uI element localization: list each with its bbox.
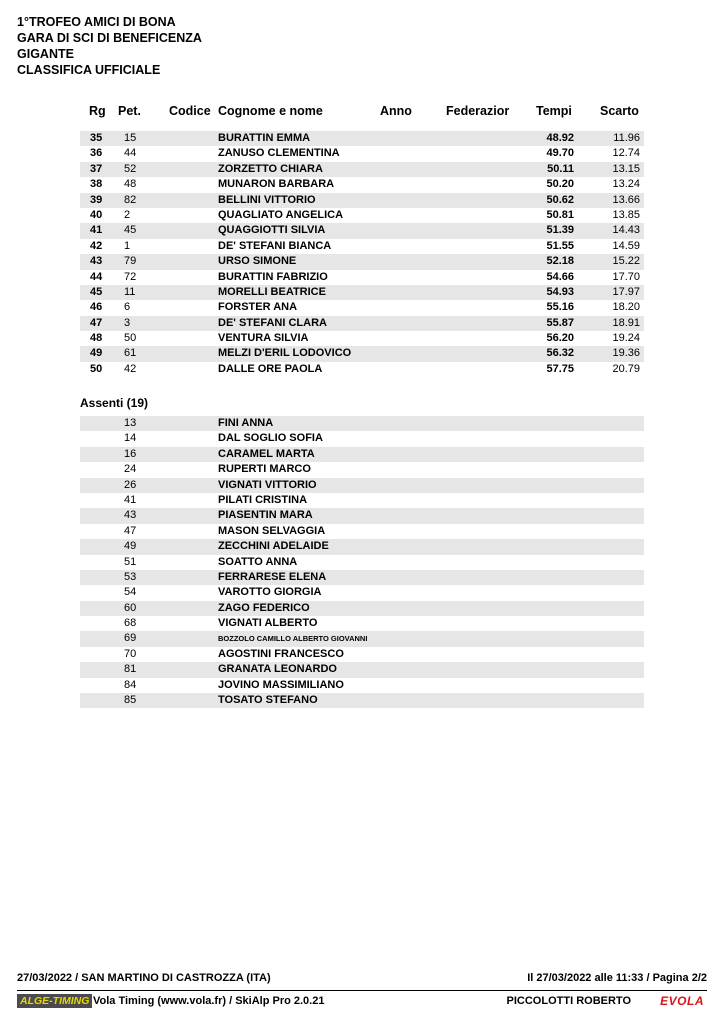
col-scarto: Scarto [600,104,639,118]
col-federazione: Federazior [446,104,510,118]
bib-number: 47 [124,524,137,537]
athlete-name: TOSATO STEFANO [218,694,318,707]
rank: 40 [90,208,103,221]
absent-row [80,539,644,554]
athlete-name: JOVINO MASSIMILIANO [218,678,344,691]
bib-number: 1 [124,239,131,252]
time-gap: 19.24 [612,332,640,345]
bib-number: 85 [124,694,137,707]
absent-row [80,447,644,462]
time-gap: 17.97 [612,285,640,298]
time-gap: 19.36 [612,347,640,360]
time-gap: 12.74 [612,147,640,160]
document-header [17,14,202,78]
bib-number: 48 [124,178,137,191]
bib-number: 26 [124,478,137,491]
race-time: 52.18 [546,255,574,268]
race-time: 54.93 [546,285,574,298]
absent-row [80,631,644,646]
time-gap: 13.66 [612,193,640,206]
athlete-name: URSO SIMONE [218,255,297,268]
absent-row [80,693,644,708]
race-time: 55.16 [546,301,574,314]
absent-row [80,570,644,585]
result-row [80,223,644,238]
bib-number: 6 [124,301,131,314]
race-time: 50.81 [546,208,574,221]
vola-logo: EVOLA [660,994,704,1008]
rank: 47 [90,316,103,329]
bib-number: 79 [124,255,137,268]
athlete-name: QUAGLIATO ANGELICA [218,208,344,221]
athlete-name: AGOSTINI FRANCESCO [218,647,344,660]
bib-number: 50 [124,332,137,345]
absent-row [80,493,644,508]
result-row [80,285,644,300]
athlete-name: BOZZOLO CAMILLO ALBERTO GIOVANNI [218,634,368,644]
athlete-name: VIGNATI VITTORIO [218,478,317,491]
athlete-name: PIASENTIN MARA [218,509,313,522]
result-row [80,362,644,377]
athlete-name: DALLE ORE PAOLA [218,362,323,375]
rank: 50 [90,362,103,375]
rank: 42 [90,239,103,252]
time-gap: 18.20 [612,301,640,314]
bib-number: 14 [124,432,137,445]
bib-number: 60 [124,601,137,614]
bib-number: 16 [124,447,137,460]
result-row [80,146,644,161]
athlete-name: ZORZETTO CHIARA [218,162,323,175]
event-title: 1°TROFEO AMICI DI BONA [17,15,176,29]
col-pet: Pet. [118,104,141,118]
time-gap: 15.22 [612,255,640,268]
athlete-name: CARAMEL MARTA [218,447,315,460]
absent-row [80,678,644,693]
race-time: 50.62 [546,193,574,206]
column-headers [0,104,724,120]
athlete-name: DAL SOGLIO SOFIA [218,432,323,445]
result-row [80,316,644,331]
athlete-name: BURATTIN EMMA [218,132,311,144]
athlete-name: SOATTO ANNA [218,555,298,568]
athlete-name: FORSTER ANA [218,301,298,314]
rank: 38 [90,178,103,191]
col-anno: Anno [380,104,412,118]
bib-number: 69 [124,632,137,645]
bib-number: 41 [124,493,137,506]
athlete-name: QUAGGIOTTI SILVIA [218,224,326,237]
absent-row [80,555,644,570]
time-gap: 20.79 [612,362,640,375]
rank: 43 [90,255,103,268]
athlete-name: GRANATA LEONARDO [218,663,337,676]
judge-name: PICCOLOTTI ROBERTO [506,995,631,1007]
athlete-name: VIGNATI ALBERTO [218,617,318,630]
time-gap: 17.70 [612,270,640,283]
result-row [80,331,644,346]
athlete-name: VAROTTO GIORGIA [218,586,322,599]
rank: 46 [90,301,103,314]
athlete-name: MASON SELVAGGIA [218,524,326,537]
athlete-name: DE' STEFANI CLARA [218,316,327,329]
bib-number: 44 [124,147,137,160]
discipline: GIGANTE [17,47,74,61]
bib-number: 53 [124,570,137,583]
footer-divider [17,990,707,991]
absent-title: Assenti (19) [80,396,149,410]
time-gap: 14.59 [612,239,640,252]
col-name: Cognome e nome [218,104,323,118]
rank: 36 [90,147,103,160]
athlete-name: RUPERTI MARCO [218,463,311,476]
rank: 49 [90,347,103,360]
result-row [80,239,644,254]
date-place: 27/03/2022 / SAN MARTINO DI CASTROZZA (ITA) [17,972,271,984]
athlete-name: FERRARESE ELENA [218,570,327,583]
bib-number: 68 [124,617,137,630]
col-rg: Rg [89,104,106,118]
athlete-name: MELZI D'ERIL LODOVICO [218,347,352,360]
athlete-name: DE' STEFANI BIANCA [218,239,332,252]
athlete-name: VENTURA SILVIA [218,332,309,345]
result-row [80,162,644,177]
absent-row [80,508,644,523]
result-row [80,346,644,361]
rank: 37 [90,162,103,175]
race-time: 48.92 [546,132,574,144]
race-time: 56.32 [546,347,574,360]
absent-row [80,616,644,631]
bib-number: 3 [124,316,131,329]
bib-number: 13 [124,417,137,429]
time-gap: 18.91 [612,316,640,329]
bib-number: 82 [124,193,137,206]
bib-number: 52 [124,162,137,175]
absent-row [80,662,644,677]
race-time: 49.70 [546,147,574,160]
athlete-name: ZANUSO CLEMENTINA [218,147,340,160]
race-time: 50.20 [546,178,574,191]
absent-row [80,585,644,600]
classification-type: CLASSIFICA UFFICIALE [17,63,161,77]
alge-timing-logo: ALGE-TIMING [17,994,92,1008]
athlete-name: ZAGO FEDERICO [218,601,310,614]
race-time: 55.87 [546,316,574,329]
bib-number: 72 [124,270,137,283]
time-gap: 14.43 [612,224,640,237]
rank: 39 [90,193,103,206]
time-gap: 11.96 [613,132,640,144]
bib-number: 84 [124,678,137,691]
absent-row [80,524,644,539]
bib-number: 61 [124,347,137,360]
bib-number: 49 [124,540,137,553]
bib-number: 54 [124,586,137,599]
bib-number: 24 [124,463,137,476]
print-info: Il 27/03/2022 alle 11:33 / Pagina 2/2 [527,972,707,984]
bib-number: 2 [124,208,131,221]
bib-number: 81 [124,663,137,676]
absent-row [80,416,644,431]
software-credit: Vola Timing (www.vola.fr) / SkiAlp Pro 2.0.21 [93,995,325,1007]
result-row [80,177,644,192]
race-time: 56.20 [546,332,574,345]
result-row [80,131,644,146]
athlete-name: ZECCHINI ADELAIDE [218,540,329,553]
rank: 48 [90,332,103,345]
race-time: 51.39 [546,224,574,237]
event-subtitle: GARA DI SCI DI BENEFICENZA [17,31,202,45]
result-row [80,300,644,315]
absent-row [80,462,644,477]
race-time: 51.55 [546,239,574,252]
rank: 41 [90,224,103,237]
bib-number: 11 [124,285,136,298]
result-row [80,270,644,285]
athlete-name: MORELLI BEATRICE [218,285,326,298]
results-table [80,131,644,377]
rank: 45 [90,285,103,298]
bib-number: 15 [124,132,137,144]
time-gap: 13.24 [612,178,640,191]
athlete-name: PILATI CRISTINA [218,493,308,506]
result-row [80,254,644,269]
race-time: 57.75 [546,362,574,375]
athlete-name: MUNARON BARBARA [218,178,335,191]
result-row [80,208,644,223]
athlete-name: BURATTIN FABRIZIO [218,270,328,283]
athlete-name: BELLINI VITTORIO [218,193,316,206]
race-time: 50.11 [547,162,574,175]
time-gap: 13.85 [612,208,640,221]
result-row [80,193,644,208]
absent-row [80,647,644,662]
absent-row [80,431,644,446]
rank: 35 [90,132,103,144]
bib-number: 42 [124,362,137,375]
time-gap: 13.15 [612,162,640,175]
race-time: 54.66 [546,270,574,283]
bib-number: 70 [124,647,137,660]
absent-row [80,601,644,616]
athlete-name: FINI ANNA [218,417,274,429]
footer-info [17,972,707,986]
bib-number: 51 [124,555,137,568]
footer-credits [17,994,707,1010]
col-tempi: Tempi [536,104,572,118]
absent-table [80,416,644,708]
rank: 44 [90,270,103,283]
absent-row [80,478,644,493]
bib-number: 43 [124,509,137,522]
bib-number: 45 [124,224,137,237]
col-codice: Codice [169,104,211,118]
